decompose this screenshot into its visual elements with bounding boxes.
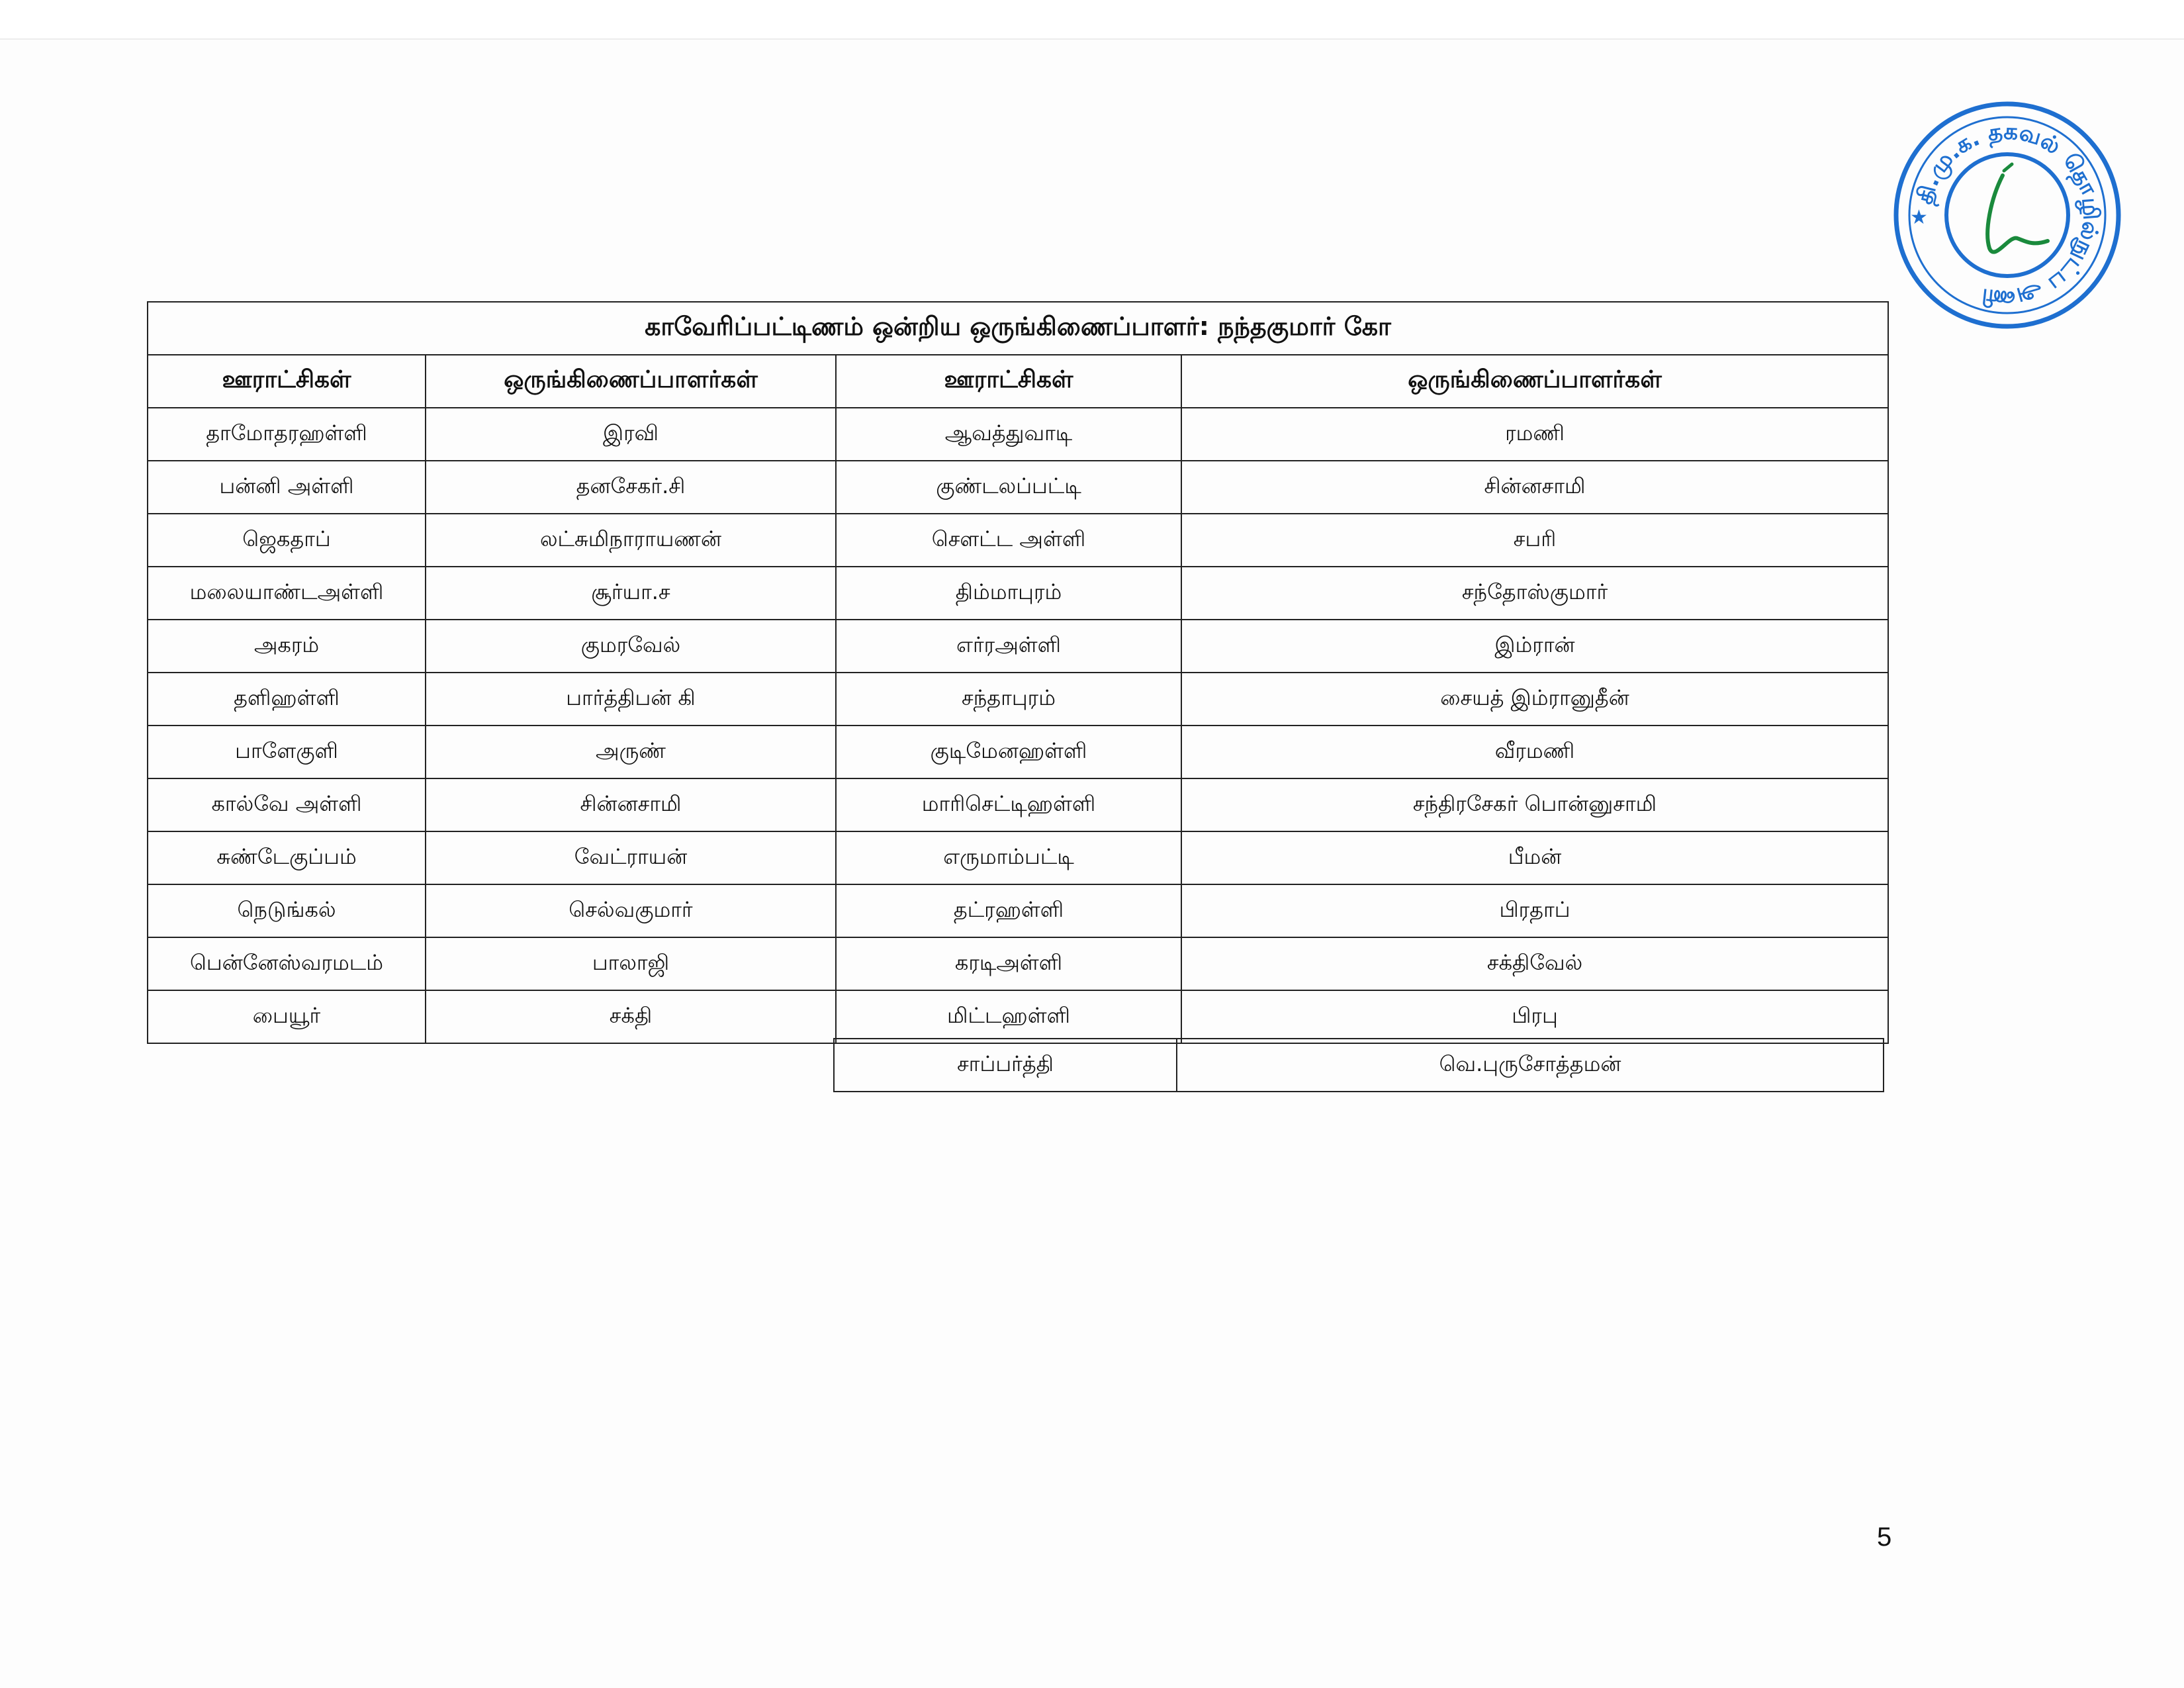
panchayat-cell: எருமாம்பட்டி <box>837 832 1182 884</box>
coordinator-cell: சூர்யா.ச <box>426 567 837 619</box>
coordinator-cell: வேட்ராயன் <box>426 832 837 884</box>
coordinator-cell: சபரி <box>1513 526 1557 551</box>
table-title: காவேரிப்பட்டிணம் ஒன்றிய ஒருங்கிணைப்பாளர்: நந்தகுமார் கோ <box>645 312 1391 341</box>
panchayat-cell: சந்தாபுரம் <box>837 673 1182 725</box>
table-row <box>147 779 1889 832</box>
coordinator-cell: சின்னசாமி <box>426 779 837 831</box>
table-row <box>147 461 1889 514</box>
panchayat-cell: தாமோதரஹள்ளி <box>148 408 426 460</box>
panchayat-cell: கால்வே அள்ளி <box>148 779 426 831</box>
coordinator-cell: அருண் <box>426 726 837 778</box>
panchayat-cell: பென்னேஸ்வரமடம் <box>148 938 426 990</box>
table-row <box>147 514 1889 567</box>
panchayat-cell: குடிமேனஹள்ளி <box>837 726 1182 778</box>
header-panchayats-2: ஊராட்சிகள் <box>837 355 1182 407</box>
coordinator-cell: இம்ரான் <box>1494 632 1575 657</box>
coordinator-cell: பார்த்திபன் கி <box>426 673 837 725</box>
coordinator-cell: தனசேகர்.சி <box>426 461 837 513</box>
table-row <box>147 726 1889 779</box>
coordinator-cell: சின்னசாமி <box>1484 473 1586 498</box>
panchayat-cell: பன்னி அள்ளி <box>148 461 426 513</box>
panchayat-cell: தளிஹள்ளி <box>148 673 426 725</box>
coordinator-cell: சக்திவேல் <box>1486 950 1583 975</box>
panchayat-cell: சாப்பர்த்தி <box>835 1039 1177 1091</box>
panchayat-cell: குண்டலப்பட்டி <box>837 461 1182 513</box>
page-top-edge <box>0 0 2184 40</box>
header-panchayats-1: ஊராட்சிகள் <box>148 355 426 407</box>
panchayat-cell: அகரம் <box>148 620 426 672</box>
table-row <box>147 885 1889 938</box>
table-title-row <box>147 301 1889 355</box>
panchayat-cell: சௌட்ட அள்ளி <box>837 514 1182 566</box>
page-number: 5 <box>1877 1523 1892 1552</box>
coordinator-cell: ரமணி <box>1505 420 1565 445</box>
panchayat-cell: மலையாண்டஅள்ளி <box>148 567 426 619</box>
svg-text:★: ★ <box>1910 206 1928 229</box>
coordinator-cell: சையத் இம்ரானுதீன் <box>1440 685 1629 710</box>
panchayat-cell: ஜெகதாப் <box>148 514 426 566</box>
coordinator-cell: குமரவேல் <box>426 620 837 672</box>
coordinator-cell: வீரமணி <box>1494 738 1575 763</box>
coordinators-table <box>147 301 1889 1044</box>
table-row <box>147 832 1889 885</box>
coordinator-cell: செல்வகுமார் <box>426 885 837 937</box>
panchayat-cell: கரடிஅள்ளி <box>837 938 1182 990</box>
panchayat-cell: திம்மாபுரம் <box>837 567 1182 619</box>
coordinator-cell: பாலாஜி <box>426 938 837 990</box>
table-row <box>147 991 1889 1044</box>
coordinator-cell: வெ.புருசோத்தமன் <box>1439 1051 1621 1076</box>
table-row <box>147 938 1889 991</box>
panchayat-cell: பையூர் <box>148 991 426 1043</box>
table-row-extra <box>833 1038 1884 1092</box>
table-header-row <box>147 355 1889 408</box>
table-row <box>147 567 1889 620</box>
header-coordinators-2: ஒருங்கிணைப்பாளர்கள் <box>1408 366 1662 393</box>
panchayat-cell: தட்ரஹள்ளி <box>837 885 1182 937</box>
panchayat-cell: மிட்டஹள்ளி <box>837 991 1182 1043</box>
table-row <box>147 620 1889 673</box>
coordinator-cell: சக்தி <box>426 991 837 1043</box>
panchayat-cell: எர்ரஅள்ளி <box>837 620 1182 672</box>
coordinator-cell: பிரதாப் <box>1499 897 1570 922</box>
coordinator-cell: லட்சுமிநாராயணன் <box>426 514 837 566</box>
header-coordinators-1: ஒருங்கிணைப்பாளர்கள் <box>426 355 837 407</box>
panchayat-cell: ஆவத்துவாடி <box>837 408 1182 460</box>
coordinator-cell: சந்திரசேகர் பொன்னுசாமி <box>1412 791 1657 816</box>
panchayat-cell: சுண்டேகுப்பம் <box>148 832 426 884</box>
party-seal-stamp <box>1891 99 2123 331</box>
svg-text:தி.மு.க. தகவல் தொழில்நுட்ப அணி: தி.மு.க. தகவல் தொழில்நுட்ப அணி <box>1911 118 2105 313</box>
panchayat-cell: மாரிசெட்டிஹள்ளி <box>837 779 1182 831</box>
coordinator-cell: பீமன் <box>1508 844 1562 869</box>
coordinator-cell: பிரபு <box>1512 1003 1558 1028</box>
table-row <box>147 673 1889 726</box>
coordinator-cell: சந்தோஸ்குமார் <box>1461 579 1608 604</box>
table-row <box>147 408 1889 461</box>
panchayat-cell: நெடுங்கல் <box>148 885 426 937</box>
panchayat-cell: பாளேகுளி <box>148 726 426 778</box>
coordinator-cell: இரவி <box>426 408 837 460</box>
